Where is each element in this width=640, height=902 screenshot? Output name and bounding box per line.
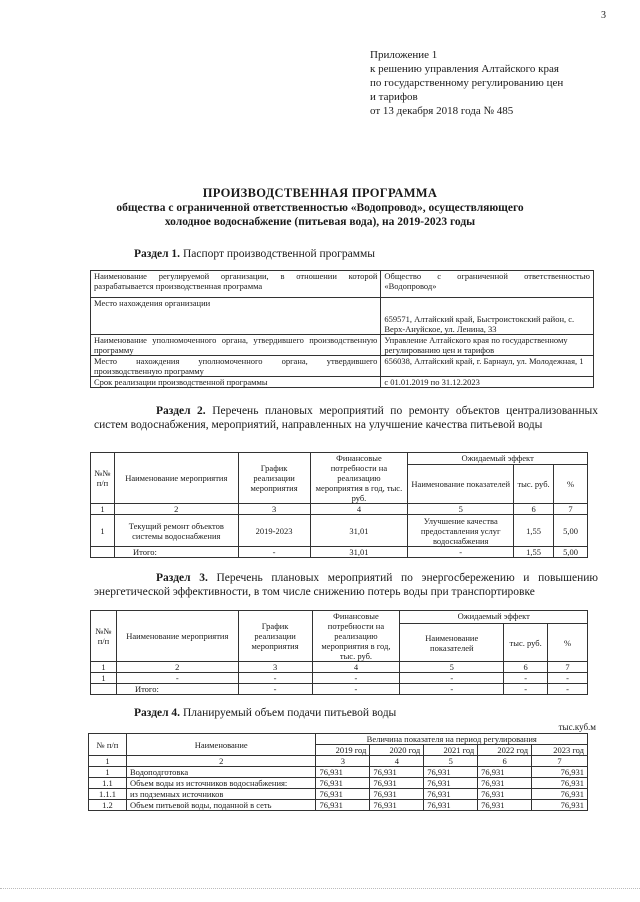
table-cell: 1 — [91, 515, 115, 547]
col-number: 4 — [310, 504, 408, 515]
table-row — [91, 356, 594, 377]
table-cell: 659571, Алтайский край, Быстроистокский район, с. Верх-Ануйское, ул. Ленина, 33 — [381, 298, 594, 335]
section-text: Перечень плановых мероприятий по ремонту объектов централизованных систем водоснабжения, мероприятий, направленных на улучшение качества питьевой воды — [94, 405, 599, 431]
table-cell: - — [238, 673, 312, 684]
header-year: 2020 год — [370, 745, 424, 756]
table-cell: 1 — [89, 767, 127, 778]
table-cell: 76,931 — [316, 789, 370, 800]
col-number: 4 — [370, 756, 424, 767]
table-row — [89, 767, 588, 778]
col-number: 7 — [554, 504, 588, 515]
table-cell: 31,01 — [310, 547, 408, 558]
col-number: 6 — [514, 504, 554, 515]
header-period: Величина показателя на период регулирования — [316, 734, 588, 745]
table-cell: Общество с ограниченной ответственностью «Водопровод» — [381, 271, 594, 298]
table-row — [91, 504, 588, 515]
table-row — [91, 298, 594, 335]
table-cell: 76,931 — [424, 789, 478, 800]
appendix-line: от 13 декабря 2018 года № 485 — [370, 105, 514, 117]
table-cell: Управление Алтайского края по государственному регулированию цен и тарифов — [381, 335, 594, 356]
page-number: 3 — [601, 10, 606, 21]
section-label: Раздел 3. — [156, 572, 208, 584]
table-cell: 76,931 — [316, 767, 370, 778]
header-num: №№ п/п — [91, 453, 115, 504]
table-cell: 76,931 — [316, 778, 370, 789]
table-cell: - — [116, 673, 238, 684]
col-number: 6 — [478, 756, 532, 767]
table-cell: 76,931 — [532, 778, 588, 789]
table-cell: Наименование регулируемой организации, в отношении которой разрабатывается производственная программа — [91, 271, 381, 298]
appendix-line: к решению управления Алтайского края — [370, 63, 559, 75]
col-number: 3 — [238, 662, 312, 673]
table-cell: - — [312, 673, 400, 684]
header-effect: Ожидаемый эффект — [408, 453, 588, 465]
section2-heading — [94, 404, 598, 432]
table-cell: 76,931 — [424, 778, 478, 789]
table-cell: Текущий ремонт объектов системы водоснабжения — [114, 515, 238, 547]
document-title — [0, 186, 640, 229]
col-number: 4 — [312, 662, 400, 673]
title-line: холодное водоснабжение (питьевая вода), на 2019-2023 годы — [164, 216, 476, 228]
col-number: 6 — [504, 662, 548, 673]
repair-measures-table — [90, 452, 588, 558]
header-year: 2023 год — [532, 745, 588, 756]
col-number: 2 — [116, 662, 238, 673]
table-cell: Срок реализации производственной программы — [91, 377, 381, 388]
appendix-block — [370, 48, 563, 118]
col-number: 5 — [408, 504, 514, 515]
table-row — [91, 662, 588, 673]
col-number: 2 — [126, 756, 316, 767]
col-number: 2 — [114, 504, 238, 515]
section1-heading — [134, 247, 375, 261]
table-cell: из подземных источников — [126, 789, 316, 800]
table-cell: - — [400, 684, 504, 695]
header-pct: % — [554, 465, 588, 504]
header-year: 2022 год — [478, 745, 532, 756]
table-cell: 76,931 — [532, 800, 588, 811]
section3-heading — [94, 571, 598, 599]
header-name: Наименование мероприятия — [116, 611, 238, 662]
section-label: Раздел 1. — [134, 248, 181, 260]
energy-measures-table — [90, 610, 588, 695]
table-cell: 1.1 — [89, 778, 127, 789]
table-cell: 1,55 — [514, 515, 554, 547]
page-bottom-divider — [0, 888, 640, 889]
table-cell: 76,931 — [478, 800, 532, 811]
table-cell: 76,931 — [532, 767, 588, 778]
header-rub: тыс. руб. — [504, 624, 548, 662]
col-number: 7 — [548, 662, 588, 673]
table-row — [89, 778, 588, 789]
table-cell: Объем питьевой воды, поданной в сеть — [126, 800, 316, 811]
appendix-line: и тарифов — [370, 91, 418, 103]
col-number: 5 — [424, 756, 478, 767]
appendix-line: по государственному регулированию цен — [370, 77, 564, 89]
header-pct: % — [548, 624, 588, 662]
table-cell: Водоподготовка — [126, 767, 316, 778]
passport-table — [90, 270, 594, 388]
section-text: Планируемый объем подачи питьевой воды — [182, 707, 397, 719]
total-label: Итого: — [114, 547, 238, 558]
table-cell: 5,00 — [554, 515, 588, 547]
table-row — [89, 756, 588, 767]
table-cell: 76,931 — [478, 789, 532, 800]
appendix-line: Приложение 1 — [370, 49, 438, 61]
section-label: Раздел 4. — [134, 707, 181, 719]
header-year: 2021 год — [424, 745, 478, 756]
section-text: Перечень плановых мероприятий по энергосбережению и повышению энергетической эффективности, в том числе снижению потерь воды при транспортировке — [94, 572, 599, 598]
table-cell: - — [238, 547, 310, 558]
water-supply-table — [88, 733, 588, 811]
header-rub: тыс. руб. — [514, 465, 554, 504]
table-cell: с 01.01.2019 по 31.12.2023 — [381, 377, 594, 388]
table-cell: 1.2 — [89, 800, 127, 811]
table-row — [91, 673, 588, 684]
table-cell: 1 — [91, 673, 117, 684]
total-label: Итого: — [116, 684, 238, 695]
table-cell: - — [548, 684, 588, 695]
header-name: Наименование — [126, 734, 316, 756]
table-row — [91, 335, 594, 356]
table-cell: 76,931 — [370, 789, 424, 800]
table-cell: 76,931 — [316, 800, 370, 811]
header-num: № п/п — [89, 734, 127, 756]
header-schedule: График реализации мероприятия — [238, 453, 310, 504]
col-number: 5 — [400, 662, 504, 673]
section4-heading — [134, 706, 396, 720]
table-cell: 76,931 — [424, 800, 478, 811]
header-num: №№ п/п — [91, 611, 117, 662]
header-indicators: Наименование показателей — [400, 624, 504, 662]
table-row — [91, 271, 594, 298]
col-number: 7 — [532, 756, 588, 767]
col-number: 1 — [89, 756, 127, 767]
table-row — [91, 377, 594, 388]
table-cell: 76,931 — [370, 778, 424, 789]
table-cell: Улучшение качества предоставления услуг водоснабжения — [408, 515, 514, 547]
header-finance: Финансовые потребности на реализацию мероприятия в год, тыс. руб. — [310, 453, 408, 504]
unit-label: тыс.куб.м — [558, 722, 596, 732]
table-cell: - — [312, 684, 400, 695]
table-cell: Наименование уполномоченного органа, утвердившего производственную программу — [91, 335, 381, 356]
table-cell: 76,931 — [532, 789, 588, 800]
table-cell: - — [400, 673, 504, 684]
col-number: 3 — [316, 756, 370, 767]
table-cell: Место нахождения уполномоченного органа, утвердившего производственную программу — [91, 356, 381, 377]
header-year: 2019 год — [316, 745, 370, 756]
table-cell: 5,00 — [554, 547, 588, 558]
title-line: общества с ограниченной ответственностью «Водопровод», осуществляющего — [116, 202, 524, 214]
table-cell: - — [548, 673, 588, 684]
header-finance: Финансовые потребности на реализацию мероприятия в год, тыс. руб. — [312, 611, 400, 662]
table-row — [91, 547, 588, 558]
table-cell: Место нахождения организации — [91, 298, 381, 335]
table-row — [89, 789, 588, 800]
table-cell: 31,01 — [310, 515, 408, 547]
table-cell: - — [504, 673, 548, 684]
section-text: Паспорт производственной программы — [182, 248, 376, 260]
table-cell: 1,55 — [514, 547, 554, 558]
table-cell: 2019-2023 — [238, 515, 310, 547]
table-cell: - — [408, 547, 514, 558]
header-schedule: График реализации мероприятия — [238, 611, 312, 662]
table-cell: 656038, Алтайский край, г. Барнаул, ул. Молодежная, 1 — [381, 356, 594, 377]
header-effect: Ожидаемый эффект — [400, 611, 588, 624]
header-indicators: Наименование показателей — [408, 465, 514, 504]
table-cell: 76,931 — [370, 767, 424, 778]
header-name: Наименование мероприятия — [114, 453, 238, 504]
col-number: 1 — [91, 504, 115, 515]
table-cell: Объем воды из источников водоснабжения: — [126, 778, 316, 789]
table-row — [91, 515, 588, 547]
table-row — [91, 684, 588, 695]
table-cell: - — [238, 684, 312, 695]
title-line: ПРОИЗВОДСТВЕННАЯ ПРОГРАММА — [202, 186, 438, 200]
table-cell: 1.1.1 — [89, 789, 127, 800]
section-label: Раздел 2. — [156, 405, 206, 417]
table-cell: 76,931 — [424, 767, 478, 778]
col-number: 3 — [238, 504, 310, 515]
table-cell: 76,931 — [478, 767, 532, 778]
table-cell: - — [504, 684, 548, 695]
col-number: 1 — [91, 662, 117, 673]
table-row — [89, 800, 588, 811]
table-cell: 76,931 — [478, 778, 532, 789]
table-cell: 76,931 — [370, 800, 424, 811]
